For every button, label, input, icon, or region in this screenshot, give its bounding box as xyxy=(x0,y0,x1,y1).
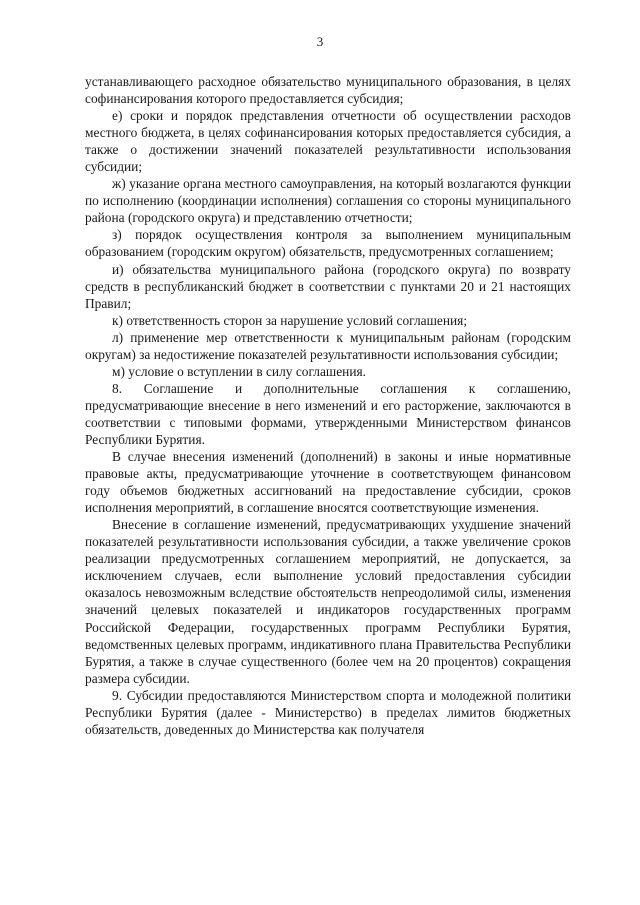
paragraph-section-9: 9. Субсидии предоставляются Министерством спорта и молодежной политики Республики Бурятия (далее - Министерство) в пределах лимитов бюджетных обязательств, доведенных до Министерства как получателя xyxy=(85,687,571,737)
paragraph-item-e: е) сроки и порядок представления отчетности об осуществлении расходов местного бюджета, в целях софинансирования которых предоставляется субсидия, а также о достижении значений показателей результативности использования субсидии; xyxy=(85,108,571,175)
page-number: 3 xyxy=(316,34,324,49)
paragraph-item-k: к) ответственность сторон за нарушение условий соглашения; xyxy=(112,312,468,328)
paragraph-restrictions: Внесение в соглашение изменений, предусматривающих ухудшение значений показателей результативности использования субсидии, а также увеличение сроков реализации предусмотренных соглашением мероприятий, не допускается, за исключением случаев, если выполнение условий предоставления субсидии оказалось невозможным вследствие обстоятельств непреодолимой силы, изменения значений целевых показателей и индикаторов государственных программ Российской Федерации, государственных программ Республики Бурятия, ведомственных целевых программ, индикативного плана Правительства Республики Бурятия, а также в случае существенного (более чем на 20 процентов) сокращения размера субсидии. xyxy=(85,517,571,686)
paragraph-continuation: устанавливающего расходное обязательство муниципального образования, в целях софинансирования которого предоставляется субсидия; xyxy=(85,74,571,107)
paragraph-item-i: и) обязательства муниципального района (городского округа) по возврату средств в республиканский бюджет в соответствии с пунктами 20 и 21 настоящих Правил; xyxy=(85,261,571,311)
paragraph-section-8: 8. Соглашение и дополнительные соглашения к соглашению, предусматривающие внесение в него изменений и его расторжение, заключаются в соответствии с типовыми формами, утвержденными Министерством финансов Республики Бурятия. xyxy=(85,380,571,447)
paragraph-item-zh: ж) указание органа местного самоуправления, на который возлагаются функции по исполнению (координации исполнения) соглашения со стороны муниципального района (городского округа) и представлению отчетности; xyxy=(85,176,571,226)
paragraph-item-l: л) применение мер ответственности к муниципальным районам (городским округам) за недостижение показателей результативности использования субсидии; xyxy=(85,329,571,362)
paragraph-item-m: м) условие о вступлении в силу соглашения. xyxy=(112,363,366,379)
paragraph-amendments: В случае внесения изменений (дополнений) в законы и иные нормативные правовые акты, предусматривающие уточнение в соответствующем финансовом году объемов бюджетных ассигнований на предоставление субсидии, сроков исполнения мероприятий, в соглашение вносятся соответствующие изменения. xyxy=(85,449,571,516)
paragraph-item-z: з) порядок осуществления контроля за выполнением муниципальным образованием (городским округом) обязательств, предусмотренных соглашением; xyxy=(85,227,571,260)
document-body xyxy=(85,73,571,738)
